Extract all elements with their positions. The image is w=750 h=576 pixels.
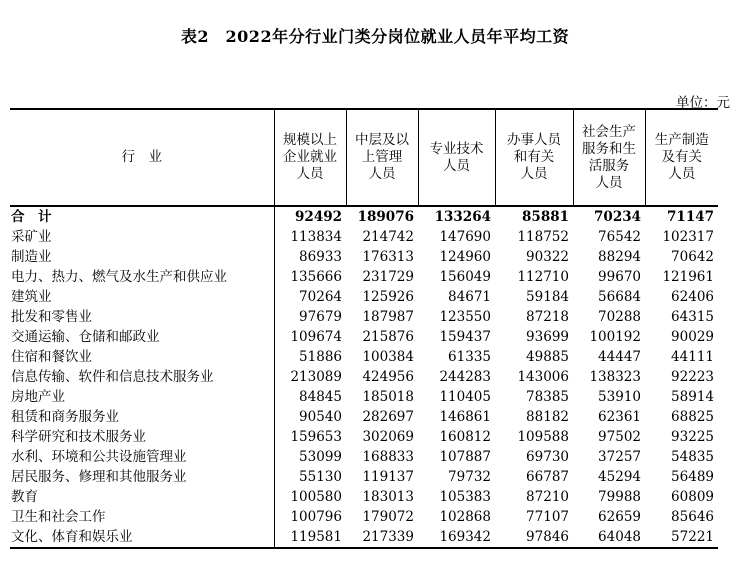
header-col-6: 生产制造 及有关 人员 (645, 109, 718, 206)
wage-cell: 189076 (357, 209, 414, 225)
wage-cell: 119137 (362, 469, 414, 485)
wage-cell: 147690 (439, 229, 491, 245)
wage-cell: 138323 (589, 369, 641, 385)
wage-cell: 55130 (274, 467, 346, 487)
wage-table (10, 108, 718, 549)
wage-cell: 185018 (362, 389, 414, 405)
table-row (10, 447, 718, 467)
industry-name: 文化、体育和娱乐业 (10, 527, 274, 548)
wage-cell: 183013 (362, 489, 414, 505)
industry-name: 租赁和商务服务业 (11, 409, 119, 425)
industry-name: 制造业 (11, 249, 52, 265)
wage-cell: 45294 (598, 469, 641, 485)
industry-name: 科学研究和技术服务业 (11, 429, 146, 445)
table-body (10, 206, 718, 548)
wage-cell: 112710 (517, 269, 569, 285)
wage-cell: 125926 (362, 289, 414, 305)
wage-cell: 92223 (671, 369, 714, 385)
industry-name: 住宿和餐饮业 (11, 349, 92, 365)
wage-cell: 88294 (598, 249, 641, 265)
table-row (10, 387, 718, 407)
wage-cell: 146861 (439, 409, 491, 425)
wage-cell: 57221 (645, 527, 718, 548)
industry-name: 交通运输、仓储和邮政业 (11, 329, 160, 345)
wage-cell: 110405 (439, 389, 491, 405)
wage-cell: 179072 (362, 509, 414, 525)
wage-cell: 100192 (589, 329, 641, 345)
wage-cell: 217339 (346, 527, 418, 548)
wage-cell: 118752 (517, 229, 569, 245)
wage-cell: 58914 (671, 389, 714, 405)
wage-cell: 70642 (671, 249, 714, 265)
wage-cell: 135666 (274, 267, 346, 287)
wage-cell: 69730 (526, 449, 569, 465)
wage-cell: 119581 (274, 527, 346, 548)
table-row (10, 307, 718, 327)
wage-cell: 79988 (598, 489, 641, 505)
table-title: 表2 2022年分行业门类分岗位就业人员年平均工资 (180, 27, 570, 46)
wage-cell: 90322 (526, 249, 569, 265)
wage-cell: 84845 (274, 387, 346, 407)
wage-cell: 244283 (439, 369, 491, 385)
table-row (10, 507, 718, 527)
industry-name: 教育 (11, 489, 38, 505)
table-row (10, 427, 718, 447)
wage-cell: 159437 (439, 329, 491, 345)
wage-cell: 87210 (526, 489, 569, 505)
industry-name: 批发和零售业 (11, 309, 92, 325)
header-row (10, 109, 718, 206)
wage-cell: 44111 (671, 349, 714, 365)
wage-cell: 302069 (362, 429, 414, 445)
wage-cell: 187987 (362, 309, 414, 325)
table-row (10, 227, 718, 247)
wage-cell: 78385 (526, 389, 569, 405)
wage-cell: 102317 (662, 229, 714, 245)
table-row (10, 527, 718, 548)
wage-cell: 71147 (667, 209, 714, 225)
industry-name: 居民服务、修理和其他服务业 (11, 469, 187, 485)
industry-name: 采矿业 (11, 229, 52, 245)
table-row (10, 367, 718, 387)
wage-cell: 121961 (662, 269, 714, 285)
wage-cell: 107887 (439, 449, 491, 465)
wage-cell: 59184 (526, 289, 569, 305)
header-col-3: 专业技术 人员 (418, 109, 495, 206)
wage-cell: 215876 (362, 329, 414, 345)
wage-cell: 124960 (439, 249, 491, 265)
wage-cell: 99670 (598, 269, 641, 285)
wage-cell: 160812 (439, 429, 491, 445)
wage-cell: 85646 (671, 509, 714, 525)
wage-cell: 102868 (439, 509, 491, 525)
wage-cell: 93699 (526, 329, 569, 345)
wage-cell: 168833 (362, 449, 414, 465)
unit-label: 单位：元 (676, 95, 730, 111)
wage-cell: 62659 (598, 509, 641, 525)
wage-cell: 84671 (448, 289, 491, 305)
wage-cell: 97679 (274, 307, 346, 327)
wage-cell: 62406 (671, 289, 714, 305)
wage-cell: 66787 (526, 469, 569, 485)
table-row (10, 347, 718, 367)
header-col-5: 社会生产 服务和生 活服务 人员 (573, 109, 645, 206)
wage-cell: 159653 (274, 427, 346, 447)
wage-cell: 231729 (362, 269, 414, 285)
wage-cell: 214742 (362, 229, 414, 245)
wage-cell: 100580 (274, 487, 346, 507)
wage-cell: 68825 (671, 409, 714, 425)
header-industry: 行 业 (10, 109, 274, 206)
wage-cell: 97846 (495, 527, 573, 548)
table-row (10, 407, 718, 427)
industry-name: 卫生和社会工作 (11, 509, 106, 525)
header-col-2: 中层及以 上管理 人员 (346, 109, 418, 206)
wage-cell: 64048 (573, 527, 645, 548)
industry-name: 合 计 (11, 209, 52, 225)
table-row (10, 327, 718, 347)
wage-cell: 109674 (274, 327, 346, 347)
wage-cell: 61335 (448, 349, 491, 365)
wage-cell: 282697 (362, 409, 414, 425)
industry-name: 信息传输、软件和信息技术服务业 (11, 369, 214, 385)
wage-cell: 54835 (671, 449, 714, 465)
wage-cell: 100384 (362, 349, 414, 365)
header-col-4: 办事人员 和有关 人员 (495, 109, 573, 206)
industry-name: 建筑业 (11, 289, 52, 305)
wage-cell: 60809 (671, 489, 714, 505)
wage-cell: 56684 (598, 289, 641, 305)
wage-cell: 70288 (598, 309, 641, 325)
wage-cell: 77107 (526, 509, 569, 525)
wage-cell: 105383 (439, 489, 491, 505)
wage-cell: 53910 (598, 389, 641, 405)
wage-cell: 133264 (434, 209, 491, 225)
industry-name: 水利、环境和公共设施管理业 (11, 449, 187, 465)
wage-cell: 113834 (274, 227, 346, 247)
wage-cell: 90540 (274, 407, 346, 427)
wage-cell: 97502 (598, 429, 641, 445)
table-row (10, 287, 718, 307)
wage-cell: 156049 (439, 269, 491, 285)
wage-cell: 70264 (274, 287, 346, 307)
wage-cell: 176313 (362, 249, 414, 265)
total-row (10, 206, 718, 227)
wage-cell: 70234 (594, 209, 641, 225)
wage-cell: 100796 (274, 507, 346, 527)
wage-cell: 49885 (526, 349, 569, 365)
wage-cell: 93225 (671, 429, 714, 445)
industry-name: 电力、热力、燃气及水生产和供应业 (11, 269, 227, 285)
wage-cell: 213089 (274, 367, 346, 387)
wage-cell: 86933 (274, 247, 346, 267)
wage-cell: 88182 (526, 409, 569, 425)
wage-cell: 53099 (274, 447, 346, 467)
wage-cell: 37257 (598, 449, 641, 465)
wage-cell: 123550 (439, 309, 491, 325)
wage-cell: 90029 (671, 329, 714, 345)
wage-cell: 424956 (362, 369, 414, 385)
table-row (10, 267, 718, 287)
header-col-1: 规模以上 企业就业 人员 (274, 109, 346, 206)
wage-cell: 87218 (526, 309, 569, 325)
wage-cell: 109588 (517, 429, 569, 445)
table-row (10, 247, 718, 267)
wage-cell: 143006 (517, 369, 569, 385)
table-row (10, 467, 718, 487)
wage-cell: 44447 (598, 349, 641, 365)
wage-cell: 62361 (598, 409, 641, 425)
wage-cell: 85881 (522, 209, 569, 225)
wage-cell: 56489 (671, 469, 714, 485)
wage-cell: 76542 (598, 229, 641, 245)
wage-cell: 64315 (671, 309, 714, 325)
table-row (10, 487, 718, 507)
wage-cell: 51886 (274, 347, 346, 367)
wage-cell: 92492 (274, 206, 346, 227)
wage-cell: 79732 (448, 469, 491, 485)
wage-cell: 169342 (418, 527, 495, 548)
industry-name: 房地产业 (11, 389, 65, 405)
